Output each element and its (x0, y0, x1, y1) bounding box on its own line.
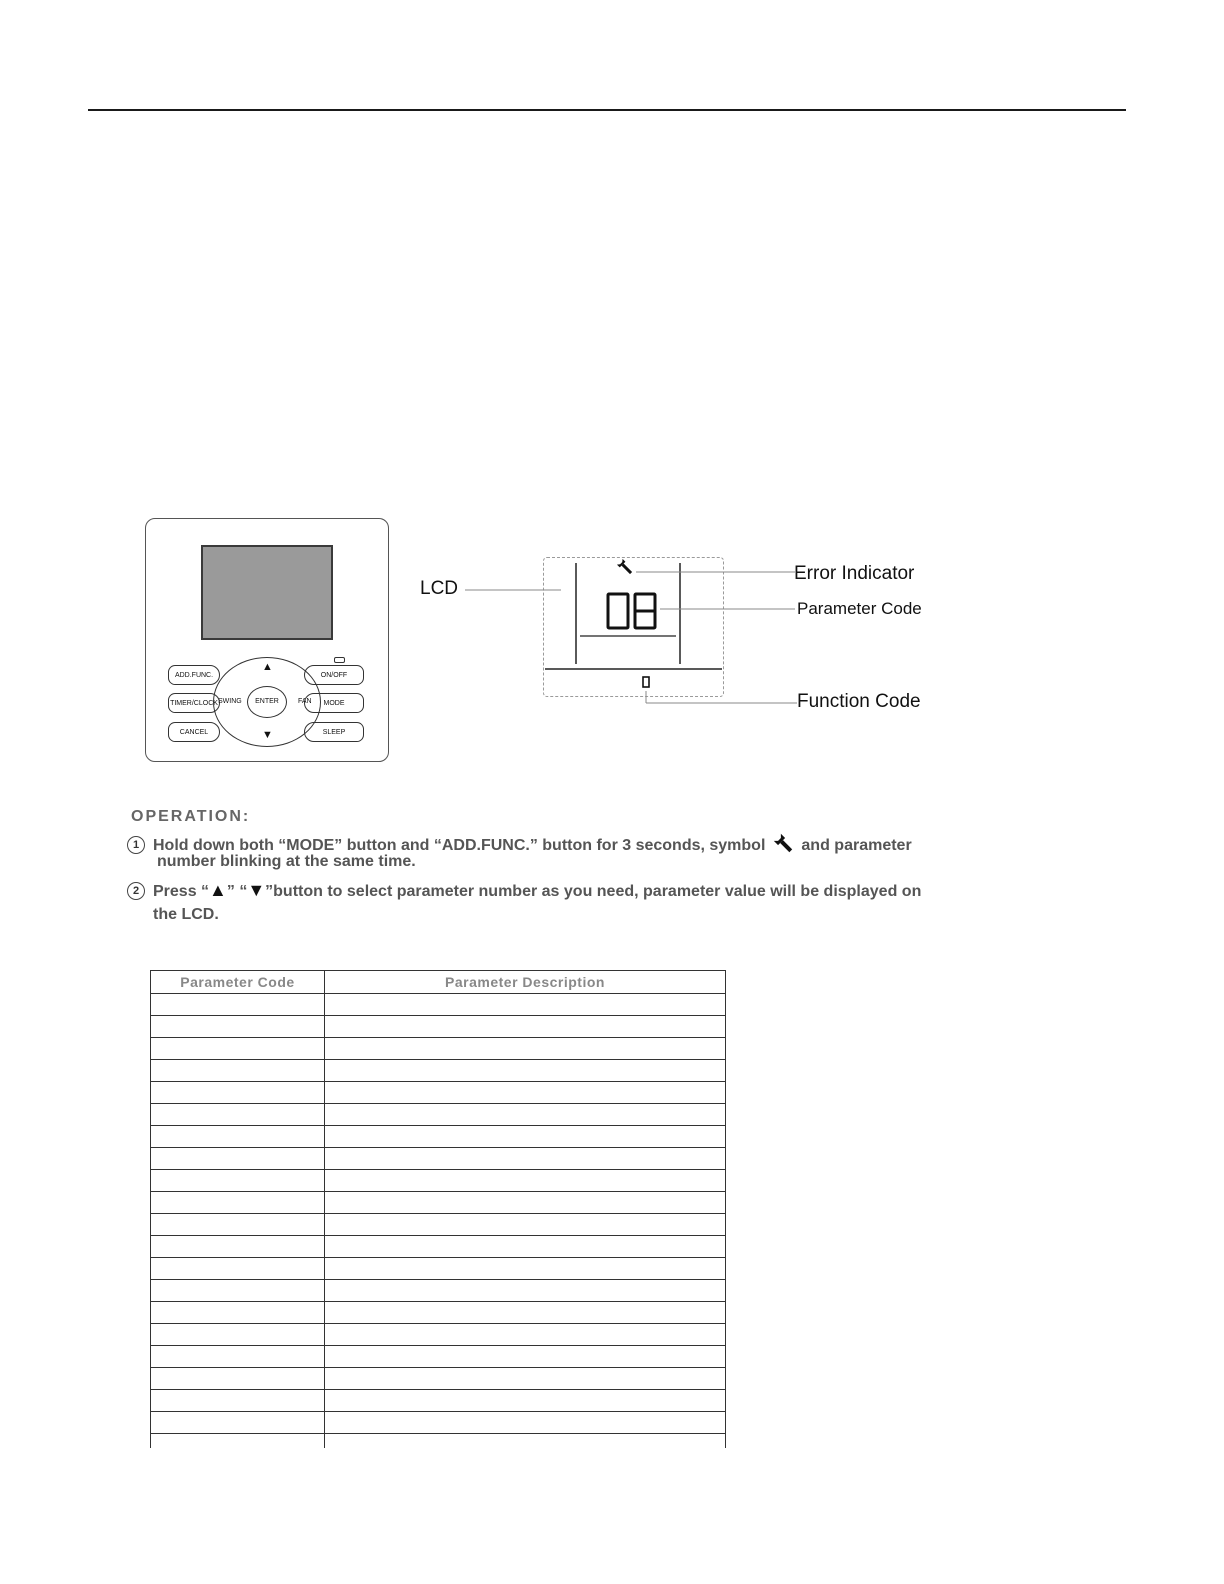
mode-button[interactable]: MODE (304, 693, 364, 713)
table-header-row (151, 971, 726, 994)
parameter-code-cell (151, 1126, 325, 1148)
step-1-number: 1 (127, 836, 145, 854)
wrench-icon (771, 832, 795, 854)
parameter-description-cell (325, 1148, 726, 1170)
parameter-description-cell (325, 1104, 726, 1126)
error-indicator-label: Error Indicator (794, 563, 915, 584)
parameter-code-cell (151, 1082, 325, 1104)
parameter-code-cell (151, 1016, 325, 1038)
wrench-icon (617, 559, 634, 576)
up-arrow-icon: ▲ (209, 880, 227, 900)
parameter-description-cell (325, 1368, 726, 1390)
parameter-code-cell (151, 1302, 325, 1324)
lcd-diagram-lines (0, 0, 1224, 760)
lcd-label: LCD (420, 578, 459, 599)
parameter-code-cell (151, 1324, 325, 1346)
parameter-description-cell (325, 1060, 726, 1082)
parameter-code-cell (151, 1368, 325, 1390)
parameter-description-cell (325, 994, 726, 1016)
step-2-line-1: 2 Press “▲” “▼”button to select parameter number as you need, parameter value will be displayed on (127, 880, 921, 901)
table-row (151, 1412, 726, 1434)
parameter-description-cell (325, 1258, 726, 1280)
parameter-description-cell (325, 1192, 726, 1214)
parameter-description-cell (325, 1412, 726, 1434)
on-off-button[interactable]: ON/OFF (304, 665, 364, 685)
parameter-code-cell (151, 994, 325, 1016)
up-button[interactable]: ▲ (262, 661, 273, 673)
timer-clock-button[interactable]: TIMER/CLOCK (168, 693, 220, 713)
parameter-code-cell (151, 1346, 325, 1368)
parameter-description-cell (325, 1236, 726, 1258)
table-row (151, 994, 726, 1016)
parameter-code-label: Parameter Code (797, 599, 922, 618)
parameter-description-cell (325, 1016, 726, 1038)
parameter-code-digits (608, 594, 655, 628)
parameter-code-cell (151, 1258, 325, 1280)
operation-title: OPERATION: (131, 808, 251, 825)
parameter-description-cell (325, 1038, 726, 1060)
table-row (151, 1126, 726, 1148)
parameter-description-cell (325, 1082, 726, 1104)
step-2-number: 2 (127, 882, 145, 900)
parameter-description-cell (325, 1390, 726, 1412)
table-row (151, 1104, 726, 1126)
cancel-button[interactable]: CANCEL (168, 722, 220, 742)
table-body (151, 994, 726, 1456)
table-row (151, 1390, 726, 1412)
table-row (151, 1368, 726, 1390)
parameter-description-cell (325, 1346, 726, 1368)
table-row (151, 1082, 726, 1104)
swing-button[interactable]: SWING (218, 698, 242, 705)
down-arrow-icon: ▼ (247, 880, 266, 900)
parameter-code-cell (151, 1390, 325, 1412)
parameter-code-cell (151, 1060, 325, 1082)
table-row (151, 1038, 726, 1060)
parameter-code-cell (151, 1170, 325, 1192)
fan-button[interactable]: FAN (298, 698, 312, 705)
table-row (151, 1192, 726, 1214)
parameter-description-cell (325, 1170, 726, 1192)
parameter-description-cell (325, 1302, 726, 1324)
column-header-parameter-description: Parameter Description (325, 971, 726, 994)
table-row (151, 1258, 726, 1280)
parameter-description-cell (325, 1214, 726, 1236)
table-row (151, 1280, 726, 1302)
down-button[interactable]: ▼ (262, 729, 273, 741)
parameter-description-cell (325, 1324, 726, 1346)
sleep-button[interactable]: SLEEP (304, 722, 364, 742)
parameter-code-cell (151, 1412, 325, 1434)
table-row (151, 1236, 726, 1258)
column-header-parameter-code: Parameter Code (151, 971, 325, 994)
table-row (151, 1170, 726, 1192)
parameter-code-cell (151, 1192, 325, 1214)
parameter-code-cell (151, 1280, 325, 1302)
parameter-description-cell (325, 1126, 726, 1148)
table-row (151, 1214, 726, 1236)
parameter-code-cell (151, 1214, 325, 1236)
parameter-table (150, 970, 726, 1456)
table-row (151, 1060, 726, 1082)
table-row (151, 1148, 726, 1170)
parameter-code-cell (151, 1148, 325, 1170)
table-row (151, 1346, 726, 1368)
parameter-code-cell (151, 1236, 325, 1258)
enter-button[interactable]: ENTER (247, 686, 287, 718)
function-code-label: Function Code (797, 691, 921, 712)
parameter-code-cell (151, 1038, 325, 1060)
step-2-line-2: the LCD. (153, 906, 219, 923)
table-row (151, 1016, 726, 1038)
parameter-description-cell (325, 1280, 726, 1302)
step-1-line-1: 1 Hold down both “MODE” button and “ADD.FUNC.” button for 3 seconds, symbol and parameter (127, 832, 912, 855)
parameter-code-cell (151, 1104, 325, 1126)
table-row (151, 1302, 726, 1324)
function-code-digit (643, 677, 649, 687)
table-row (151, 1324, 726, 1346)
add-func-button[interactable]: ADD.FUNC. (168, 665, 220, 685)
step-1-line-2: number blinking at the same time. (157, 853, 416, 870)
page-edge-mask (140, 1448, 740, 1488)
